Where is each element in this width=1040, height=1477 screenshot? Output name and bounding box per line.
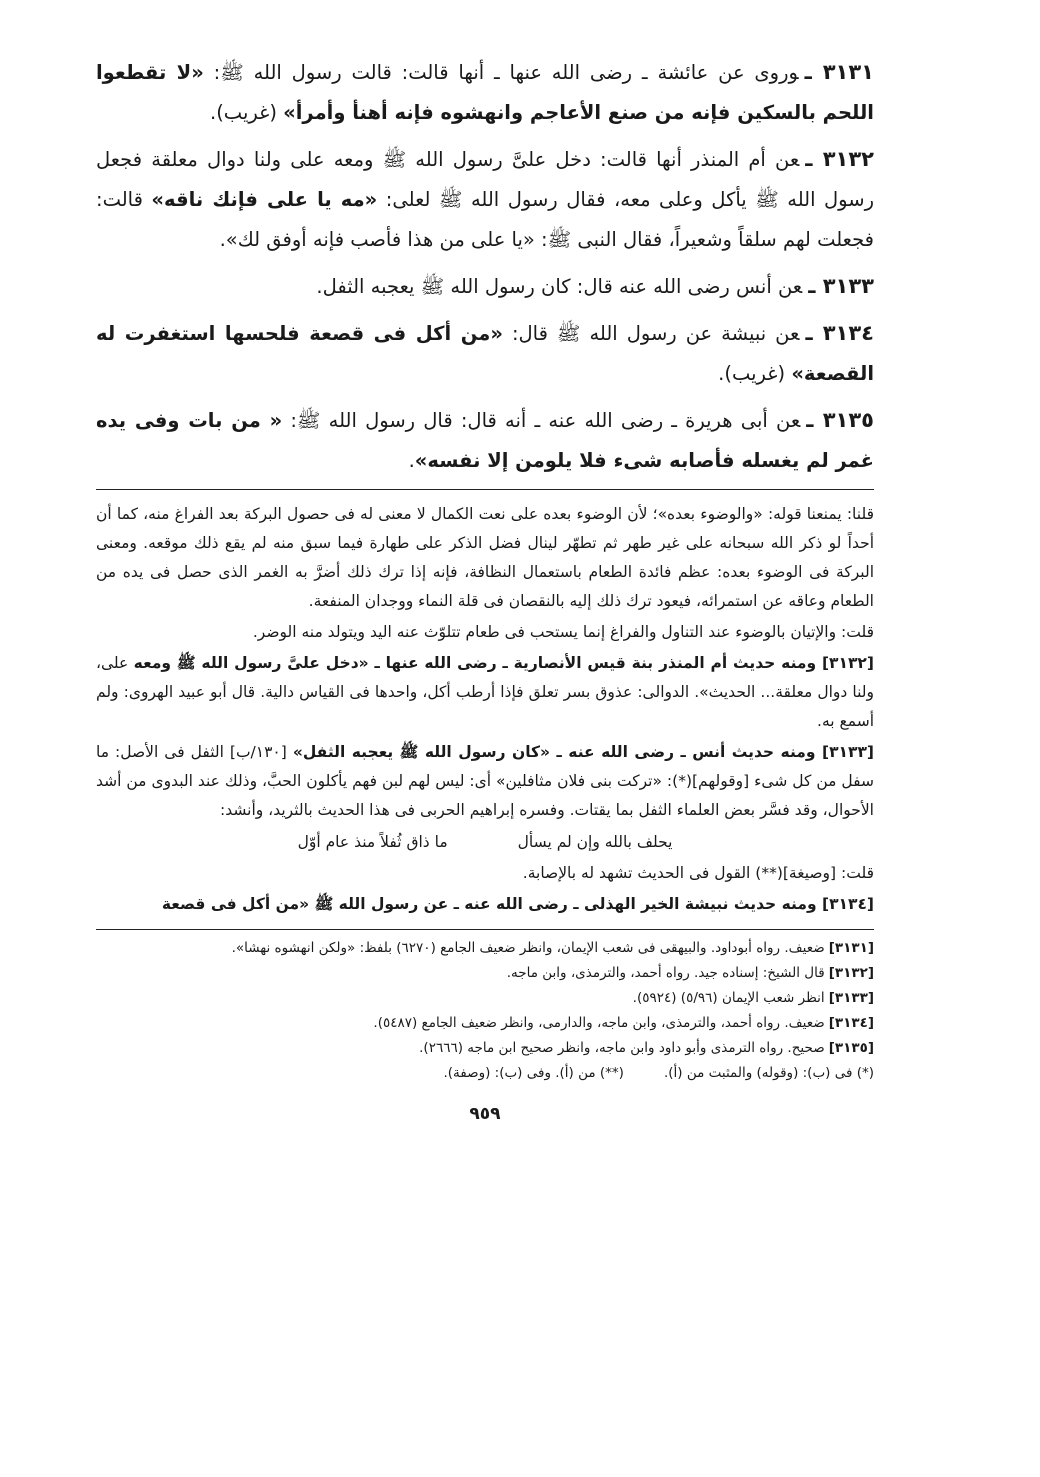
hadith-number: ٣١٣٣ ـ <box>808 274 874 298</box>
hadith-3131 <box>96 52 874 133</box>
section-divider <box>96 489 874 490</box>
footnote-number: [٣١٣١] <box>828 940 874 956</box>
hadith-number: ٣١٣١ ـ <box>804 60 874 84</box>
hadith-intro: عن أنس رضى الله عنه قال: كان رسول الله ﷺ يعجبه الثفل. <box>316 275 803 298</box>
manuscript-note: (**) من (أ). وفى (ب): (وصفة). <box>443 1065 624 1081</box>
commentary-paragraph <box>96 859 874 888</box>
commentary-text: [١٣٠/ب] الثفل فى الأصل: ما سفل من كل شىء [وقولهم](*): «تركت بنى فلان مثافلين» أى: ليس لهم لبن فهم يأكلون الحبَّ، وذلك عند البدوى من أشد الأحوال، وقد فسَّر بعض العلماء الثفل بما يقتات. وفسره إبراهيم الحربى فى هذا الحديث بالثريد، وأنشد: <box>96 743 874 819</box>
commentary-ref: [٣١٣٢] ومنه حديث أم المنذر بنة قيس الأنصارية ـ رضى الله عنها ـ «دخل علىَّ رسول الله ﷺ ومعه <box>133 654 874 672</box>
footnote-text: قال الشيخ: إسناده جيد. رواه أحمد، والترمذى، وابن ماجه. <box>506 965 825 981</box>
hadith-number: ٣١٣٢ ـ <box>805 147 874 171</box>
hadith-intro: عن أبى هريرة ـ رضى الله عنه ـ أنه قال: قال رسول الله ﷺ: <box>290 409 801 432</box>
hadith-intro: عن نبيشة عن رسول الله ﷺ قال: <box>511 322 800 345</box>
footnote-number: [٣١٣٢] <box>828 965 874 981</box>
commentary-text: قلت: [وصيغة](**) القول فى الحديث تشهد له بالإصابة. <box>522 864 874 882</box>
hadith-intro: وروى عن عائشة ـ رضى الله عنها ـ أنها قالت: قالت رسول الله ﷺ: <box>213 61 799 84</box>
commentary-text: قلنا: يمنعنا قوله: «والوضوء بعده»؛ لأن الوضوء بعده على نعت الكمال لا معنى له فى حصول البركة بعد الفراغ منه، كما أن أحداً لو ذكر الله سبحانه على غير طهر ثم تطهّر لينال فضل الذكر على طهارة فيما سبق منه لم يقع ذلك موقعه. ومعنى البركة فى الوضوء بعده: عظم فائدة الطعام باستعمال النظافة، فإنه إذا ترك ذلك أضرَّ به الغمر الذى حصل فى يده من الطعام وعاقه عن استمرائه، فيعود ترك ذلك إليه بالنقصان فى قلة النماء ووجدان المنفعة. <box>96 505 874 610</box>
hadith-3135 <box>96 400 874 481</box>
footnote-text: صحيح. رواه الترمذى وأبو داود وابن ماجه، وانظر صحيح ابن ماجه (٢٦٦٦). <box>419 1040 825 1056</box>
verse-first-hemistich: يحلف بالله وإن لم يسأل <box>517 833 673 851</box>
footnotes <box>96 936 874 1086</box>
hadith-list <box>96 52 874 481</box>
footnote-text: ضعيف. رواه أبوداود. والبيهقى فى شعب الإيمان، وانظر ضعيف الجامع (٦٢٧٠) بلفظ: «ولكن انهشوه نهشا». <box>231 940 825 956</box>
footnote <box>96 936 874 961</box>
commentary-paragraph <box>96 890 874 919</box>
hadith-intro: عن أم المنذر أنها قالت: دخل علىَّ رسول الله ﷺ ومعه على ولنا دوال معلقة فجعل رسول الله ﷺ يأكل وعلى معه، فقال رسول الله ﷺ لعلى: <box>96 148 875 211</box>
commentary-paragraph <box>96 649 874 736</box>
footnote-number: [٣١٣٤] <box>828 1015 874 1031</box>
footnote <box>96 1011 874 1036</box>
commentary-text: على، ولنا دوال معلقة... الحديث». الدوالى: عذوق بسر تعلق فإذا أرطب أكل، واحدها فى القياس دالية. قال أبو عبيد الهروى: ولم أسمع به. <box>96 654 874 730</box>
hadith-grade: (غريب). <box>210 101 277 124</box>
hadith-end: قالت: فجعلت لهم سلقاً وشعيراً، فقال النبى ﷺ: «يا على من هذا فأصب فإنه أوفق لك». <box>96 188 874 251</box>
poetry-verse <box>96 827 874 857</box>
commentary-paragraph <box>96 618 874 647</box>
verse-second-hemistich: ما ذاق ثُفلاً منذ عام أوّل <box>297 833 448 851</box>
footnote <box>96 1036 874 1061</box>
footnote <box>96 986 874 1011</box>
commentary-paragraph <box>96 738 874 825</box>
footnote <box>96 961 874 986</box>
manuscript-note: (*) فى (ب): (وقوله) والمثبت من (أ). <box>663 1065 874 1081</box>
commentary-text: قلت: والإتيان بالوضوء عند التناول والفراغ إنما يستحب فى طعام تتلوّث عنه اليد ويتولد منه الوضر. <box>252 623 874 641</box>
hadith-quote: «من أكل فى قصعة فلحسها استغفرت له القصعة» <box>96 322 874 385</box>
footnote-divider <box>96 929 874 930</box>
footnote-number: [٣١٣٣] <box>828 990 874 1006</box>
document-page <box>96 52 874 1124</box>
hadith-quote: «لا تقطعوا اللحم بالسكين فإنه من صنع الأعاجم وانهشوه فإنه أهنأ وأمرأ» <box>96 61 874 124</box>
footnote-text: انظر شعب الإيمان (٥/٩٦) (٥٩٢٤). <box>632 990 825 1006</box>
hadith-end: . <box>408 449 415 472</box>
hadith-number: ٣١٣٤ ـ <box>805 321 874 345</box>
commentary-ref: [٣١٣٣] ومنه حديث أنس ـ رضى الله عنه ـ «كان رسول الله ﷺ يعجبه الثفل» <box>292 743 874 761</box>
commentary-ref: [٣١٣٤] ومنه حديث نبيشة الخير الهذلى ـ رضى الله عنه ـ عن رسول الله ﷺ «من أكل فى قصعة <box>161 895 874 913</box>
page-number: ٩٥٩ <box>469 1104 501 1124</box>
hadith-3134 <box>96 313 874 394</box>
hadith-quote: « من بات وفى يده غمر لم يغسله فأصابه شىء فلا يلومن إلا نفسه» <box>96 409 874 472</box>
hadith-number: ٣١٣٥ ـ <box>806 408 874 432</box>
commentary <box>96 500 874 919</box>
manuscript-notes <box>96 1061 874 1086</box>
hadith-grade: (غريب). <box>718 362 786 385</box>
commentary-paragraph <box>96 500 874 616</box>
hadith-quote: «مه يا على فإنك ناقه» <box>151 188 378 211</box>
hadith-3132 <box>96 139 874 260</box>
footnote-text: ضعيف. رواه أحمد، والترمذى، وابن ماجه، والدارمى، وانظر ضعيف الجامع (٥٤٨٧). <box>373 1015 825 1031</box>
footnote-number: [٣١٣٥] <box>828 1040 874 1056</box>
hadith-3133 <box>96 266 874 307</box>
